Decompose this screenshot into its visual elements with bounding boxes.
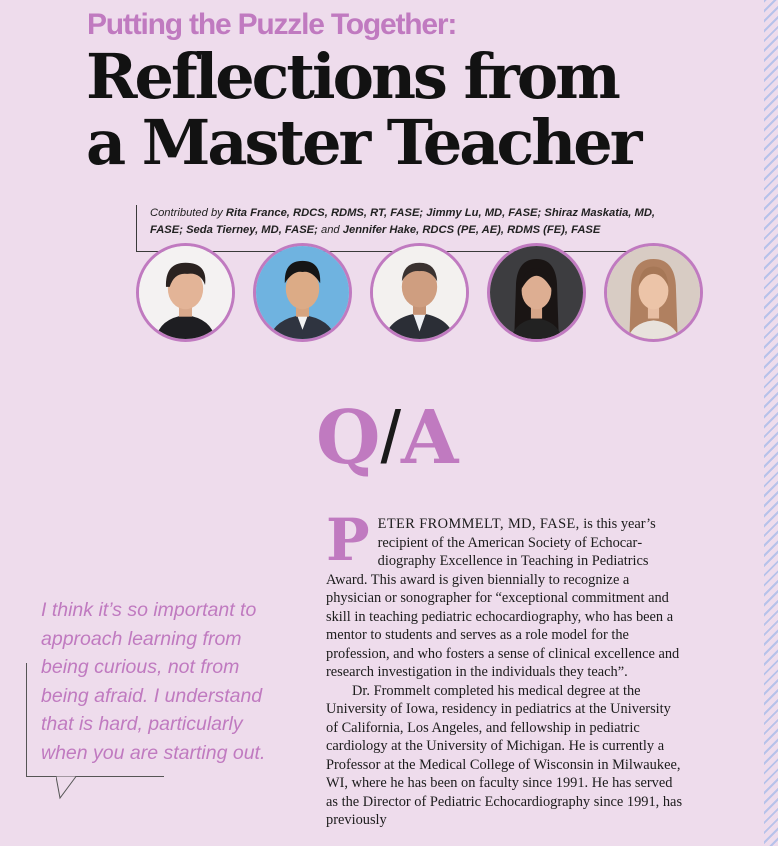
contributed-by-label: Contributed by	[150, 207, 223, 219]
quote-bracket-horizontal	[26, 776, 164, 777]
contributor-jimmy-lu: Jimmy Lu, MD, FASE;	[426, 207, 542, 219]
contributor-jennifer-hake: Jennifer Hake, RDCS (PE, AE), RDMS (FE), FASE	[342, 224, 601, 236]
contributors-credit	[150, 205, 660, 239]
contributors-bracket-vertical	[136, 205, 137, 251]
avatar	[604, 243, 703, 342]
quote-bracket-vertical	[26, 663, 27, 776]
pull-quote: I think it’s so important to approach learning from being curious, not from being afraid. I understand that is hard, particularly when you are starting out.	[41, 599, 266, 764]
contributor-seda-tierney: Seda Tierney, MD, FASE;	[186, 224, 318, 236]
article-kicker: Putting the Puzzle Together:	[87, 8, 457, 41]
article-body	[326, 506, 686, 830]
headline-line-2: a Master Teacher	[86, 106, 640, 179]
qa-heading	[316, 393, 456, 483]
contributor-shiraz-maskatia: Shiraz Maskatia, MD, FASE;	[150, 207, 656, 236]
body-paragraph: Dr. Frommelt completed his medical degree at the University of Iowa, residency in pediatrics at the University of California, Los Angeles, and fellowship in pediatric cardiology at the University of Michigan. He is currently a Professor at the Medical College of Wisconsin in Milwaukee, WI, where he has been on faculty since 1991. He has served as the Director of Pediatric Echocardiography since 1991, has previously	[326, 682, 683, 828]
qa-slash: /	[380, 396, 400, 479]
decorative-stripe	[764, 0, 778, 846]
article-headline	[86, 40, 766, 179]
contributor-rita-france: Rita France, RDCS, RDMS, RT, FASE;	[225, 207, 424, 219]
avatar	[136, 243, 235, 342]
avatar	[253, 243, 352, 342]
avatar	[370, 243, 469, 342]
speech-tail-icon	[56, 776, 80, 802]
qa-a: A	[401, 395, 457, 481]
body-paragraph	[326, 506, 686, 682]
qa-q: Q	[316, 395, 379, 481]
headline-line-1: Reflections from	[86, 40, 618, 113]
drop-cap: P	[326, 506, 370, 574]
contributor-and: and	[320, 224, 340, 236]
paragraph-1-text: is this year’s recipient of the American Society of Echocardiography Excellence in Teaching in Pediatrics Award. This award is given biennially to recognize a physician or sonographer for “exceptional commitment and skill in teaching pediatric echocardiography, who has been a mentor to students and serves as a role model for the profession, and who fosters a sense of clinical excellence and research investigation in the individuals they teach”.	[326, 516, 680, 680]
avatar	[487, 243, 586, 342]
lead-name: ETER FROMMELT, MD, FASE,	[377, 516, 580, 532]
